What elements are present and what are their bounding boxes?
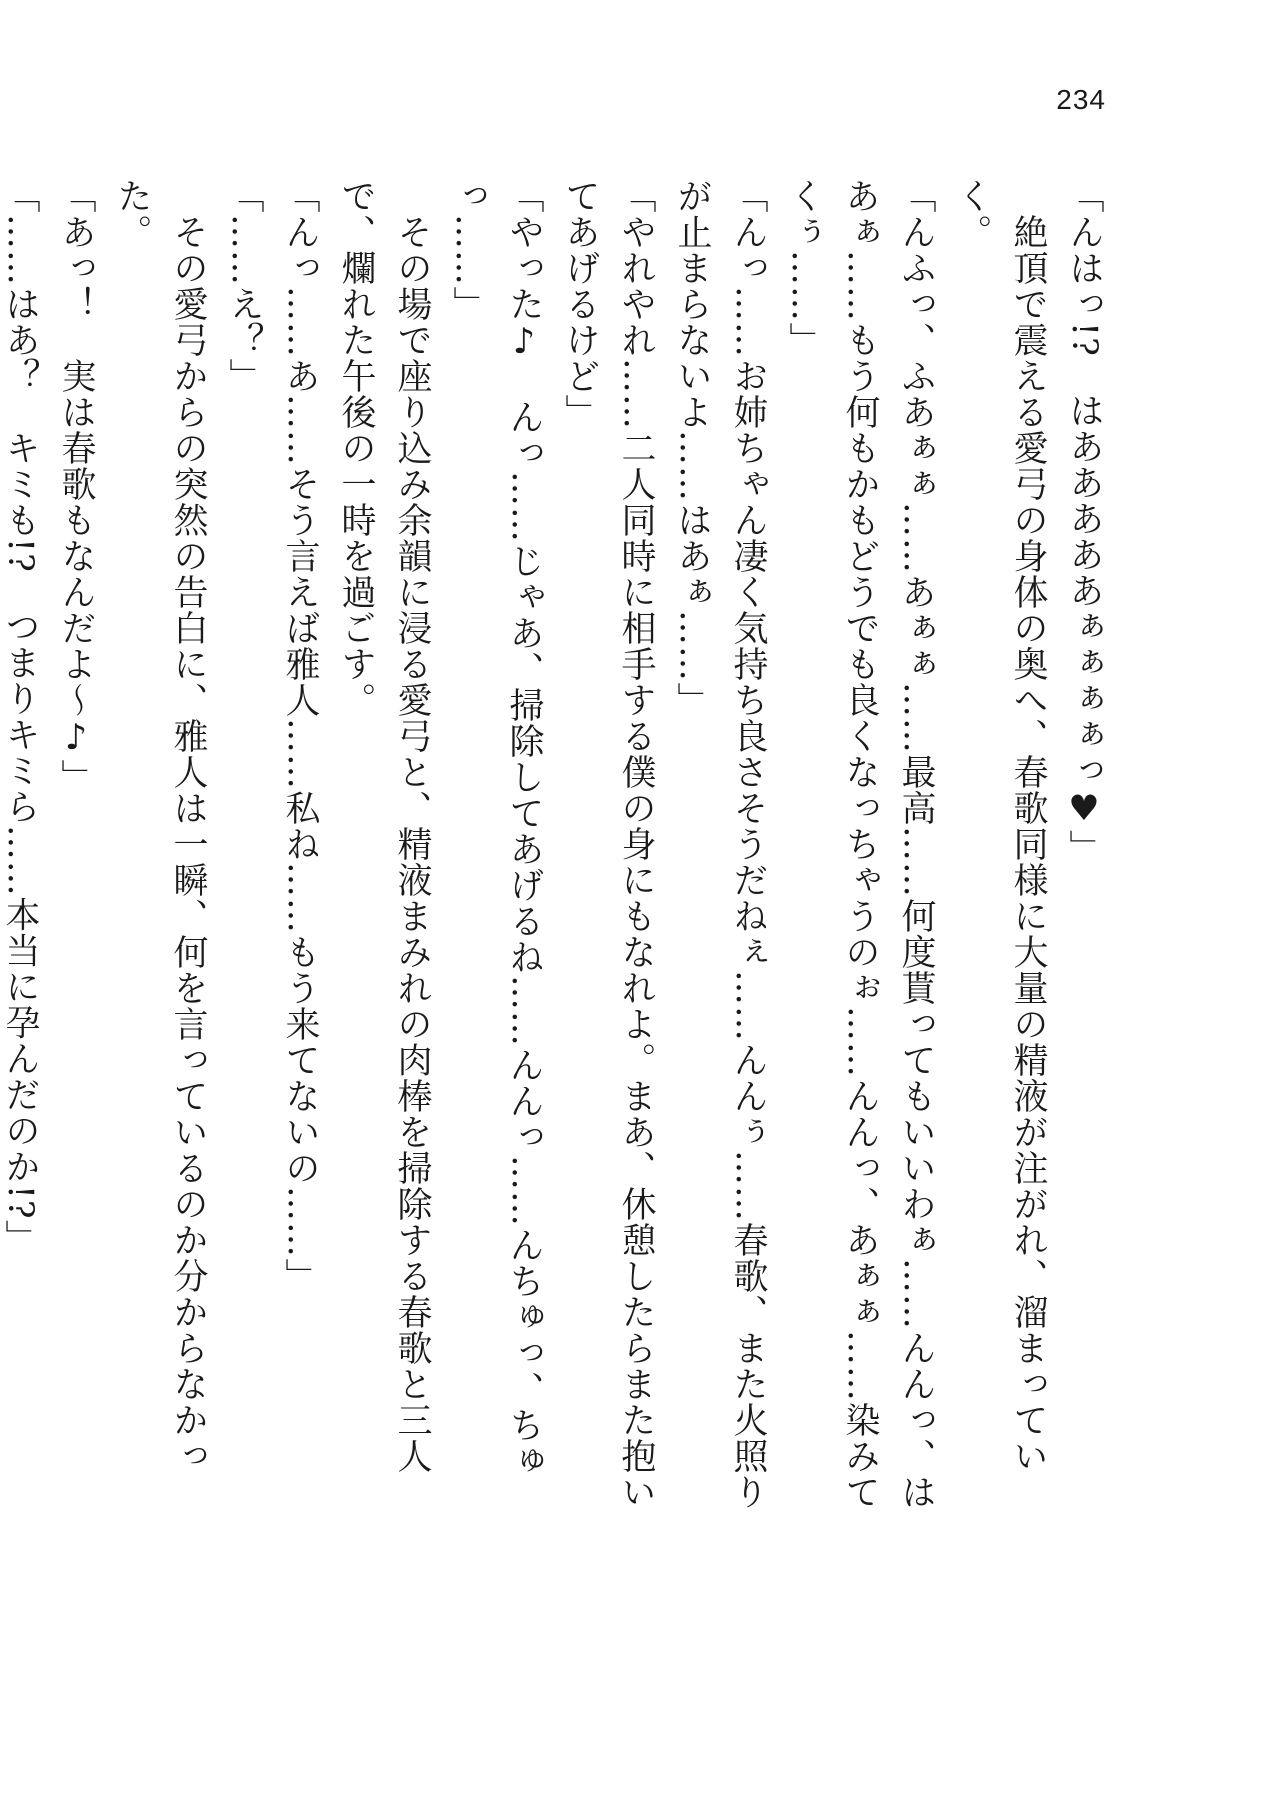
paragraph: 「やった♪ んっ……じゃあ、掃除してあげるね……んんっ……んちゅっ、ちゅっ……」 xyxy=(448,178,544,1479)
paragraph: その場で座り込み余韻に浸る愛弓と、精液まみれの肉棒を掃除する春歌と三人で、爛れた午後の一時を過ごす。 xyxy=(336,178,432,1474)
paragraph: 「あっ！ 実は春歌もなんだよ～♪」 xyxy=(56,178,96,795)
paragraph: 「やれやれ……二人同時に相手する僕の身にもなれよ。まあ、休憩したらまた抱いてあげるけど」 xyxy=(560,178,656,1510)
paragraph: 「んふっ、ふあぁぁ……あぁぁ……最高……何度貰ってもいいわぁ……んんっ、はあぁ……もう何もかもどうでも良くなっちゃうのぉ……んんっ、あぁぁ……染みてくぅ……」 xyxy=(784,178,936,1510)
paragraph: 「んはっ!? はあああああぁぁぁぁっ♥」 xyxy=(1064,178,1104,866)
paragraph: 「……はあ？ キミも!? つまりキミら……本当に孕んだのか!?」 xyxy=(0,178,40,1256)
vertical-text-body xyxy=(0,178,1112,1538)
paragraph: 「んっ……お姉ちゃん凄く気持ち良さそうだねぇ……んんぅ……春歌、また火照りが止まらないよ……はあぁ……」 xyxy=(672,178,768,1510)
paragraph: 「んっ……あ……そう言えば雅人……私ね……もう来てないの……」 xyxy=(280,178,320,1294)
paragraph: 「……え？」 xyxy=(224,178,264,394)
paragraph: 絶頂で震える愛弓の身体の奥へ、春歌同様に大量の精液が注がれ、溜まっていく。 xyxy=(952,178,1048,1474)
paragraph: その愛弓からの突然の告白に、雅人は一瞬、何を言っているのか分からなかった。 xyxy=(112,178,208,1474)
page-number: 234 xyxy=(1056,84,1106,115)
